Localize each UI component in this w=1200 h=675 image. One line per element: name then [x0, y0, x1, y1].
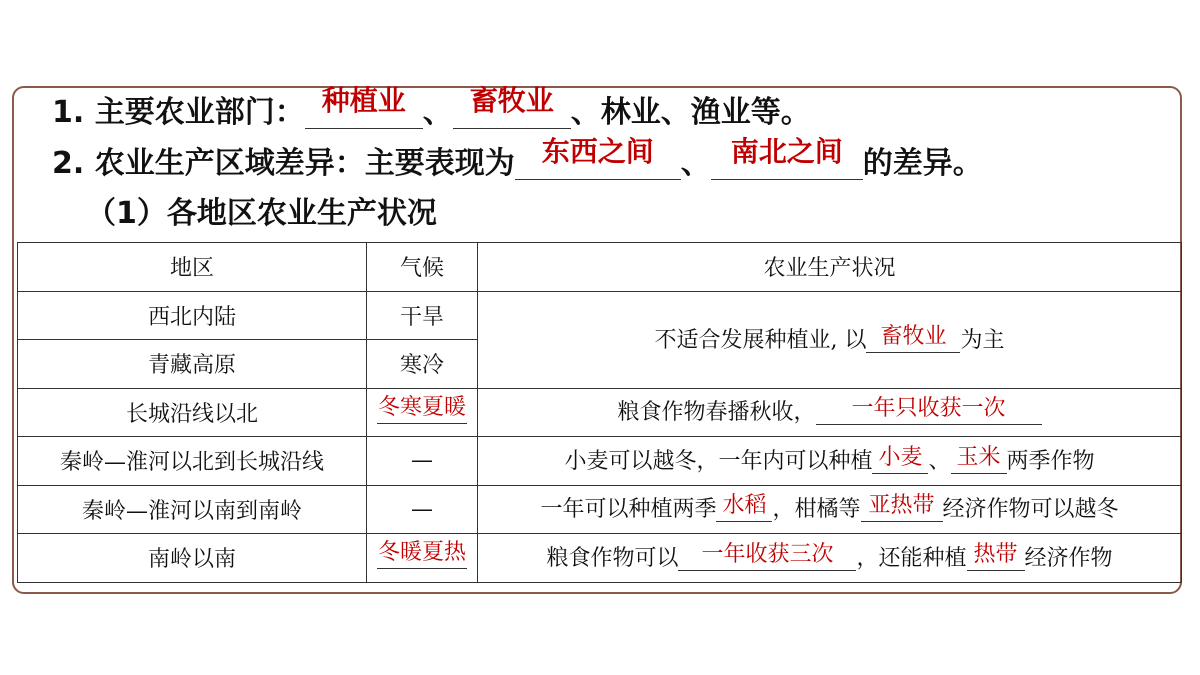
table-row: [18, 437, 1182, 486]
answer-once-a-year: 一年只收获一次: [816, 394, 1042, 425]
section-heading: （1）各地区农业生产状况: [86, 196, 437, 231]
status-text: 粮食作物春播秋收，: [617, 400, 816, 426]
status-cell: [478, 291, 1182, 388]
status-cell: [478, 485, 1182, 534]
question-line-1: [52, 84, 811, 133]
line2-separator: 、: [680, 146, 711, 181]
blank-north-south: [711, 135, 863, 180]
agriculture-table: [17, 242, 1182, 583]
climate-cell: —: [367, 437, 478, 486]
blank-planting: [305, 84, 423, 129]
status-cell: [478, 388, 1182, 437]
region-cell: 长城沿线以北: [18, 388, 367, 437]
status-text: ，还能种植: [856, 545, 967, 571]
header-status: 农业生产状况: [478, 243, 1182, 292]
line1-suffix: 、林业、渔业等。: [570, 95, 811, 130]
header-climate: 气候: [367, 243, 478, 292]
answer-wheat: 小麦: [872, 443, 928, 474]
region-cell: 秦岭—淮河以北到长城沿线: [18, 437, 367, 486]
line2-prefix: 2. 农业生产区域差异：主要表现为: [52, 146, 515, 181]
region-cell: 西北内陆: [18, 291, 367, 340]
line1-separator: 、: [422, 95, 453, 130]
status-text: 经济作物可以越冬: [942, 497, 1119, 523]
region-cell: 秦岭—淮河以南到南岭: [18, 485, 367, 534]
climate-cell: 干旱: [367, 291, 478, 340]
climate-cell: 寒冷: [367, 340, 478, 389]
line1-prefix: 1. 主要农业部门：: [52, 95, 305, 130]
status-text: 不适合发展种植业, 以: [654, 327, 867, 353]
table-row: [18, 291, 1182, 340]
answer-rice: 水稻: [716, 491, 772, 522]
header-region: 地区: [18, 243, 367, 292]
climate-cell: [367, 388, 478, 437]
answer-climate: 冬暖夏热: [377, 538, 467, 569]
answer-subtropical: 亚热带: [861, 491, 943, 522]
status-text: 一年可以种植两季: [540, 497, 717, 523]
status-text: 两季作物: [1006, 448, 1095, 474]
status-cell: [478, 534, 1182, 583]
climate-cell: [367, 534, 478, 583]
question-line-2: [52, 135, 983, 184]
table-row: [18, 485, 1182, 534]
climate-cell: —: [367, 485, 478, 534]
status-text: ，柑橘等: [772, 497, 861, 523]
status-text: 为主: [960, 327, 1005, 353]
answer-planting: 种植业: [321, 84, 406, 117]
answer-east-west: 东西之间: [541, 135, 654, 168]
line2-suffix: 的差异。: [862, 146, 983, 181]
status-text: 经济作物: [1024, 545, 1113, 571]
answer-corn: 玉米: [951, 443, 1007, 474]
table-row: [18, 534, 1182, 583]
answer-climate: 冬寒夏暖: [377, 393, 467, 424]
answer-husbandry: 畜牧业: [469, 84, 554, 117]
status-text: 小麦可以越冬，一年内可以种植: [564, 448, 873, 474]
status-cell: [478, 437, 1182, 486]
status-text: 、: [928, 448, 951, 474]
table-row: [18, 388, 1182, 437]
answer-north-south: 南北之间: [730, 135, 843, 168]
region-cell: 青藏高原: [18, 340, 367, 389]
blank-husbandry: [453, 84, 571, 129]
answer-husbandry-main: 畜牧业: [866, 322, 960, 353]
answer-three-times: 一年收获三次: [678, 540, 856, 571]
table-header-row: [18, 243, 1182, 292]
blank-east-west: [515, 135, 681, 180]
answer-tropical: 热带: [967, 540, 1025, 571]
region-cell: 南岭以南: [18, 534, 367, 583]
status-text: 粮食作物可以: [546, 545, 679, 571]
